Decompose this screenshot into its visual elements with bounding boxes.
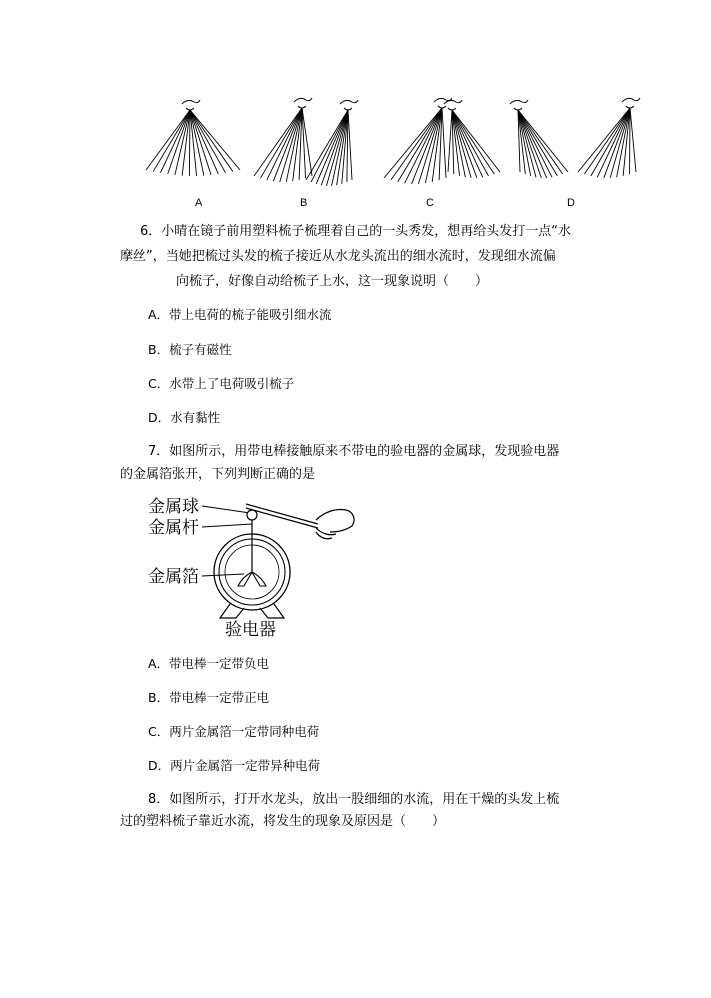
- q6-line-1: 6．小晴在镜子前用塑料梳子梳理着自己的一头秀发，想再给头发打一点“水: [140, 224, 572, 239]
- figure-label-c: C: [426, 197, 434, 209]
- electroscope-figure: [140, 490, 380, 640]
- q6-line-2: 摩丝”，当她把梳过头发的梳子接近从水龙头流出的细水流时，发现细水流偏: [120, 249, 556, 264]
- hair-strands-figure: [0, 0, 711, 200]
- q7-option-d: D．两片金属箔一定带异种电荷: [148, 758, 321, 773]
- q7-option-c: C．两片金属箔一定带同种电荷: [148, 724, 320, 739]
- hair-diagram-d: [510, 98, 640, 178]
- hand-icon: [316, 509, 354, 538]
- q6-option-b: B．梳子有磁性: [148, 342, 232, 357]
- q7-line-1: 7．如图所示，用带电棒接触原来不带电的验电器的金属球，发现验电器: [148, 444, 560, 459]
- label-metal-ball: 金属球: [148, 497, 199, 517]
- q6-option-c: C．水带上了电荷吸引梳子: [148, 376, 295, 391]
- figure-label-a: A: [195, 197, 203, 209]
- q6-option-a: A．带上电荷的梳子能吸引细水流: [148, 307, 332, 322]
- figure-label-d: D: [567, 197, 575, 209]
- electroscope-caption: 验电器: [225, 620, 276, 640]
- q8-line-2: 过的塑料梳子靠近水流，将发生的现象及原因是（ ）: [120, 814, 446, 829]
- q6-option-d: D．水有黏性: [148, 410, 221, 425]
- q8-line-1: 8．如图所示，打开水龙头，放出一股细细的水流，用在干燥的头发上梳: [148, 792, 560, 807]
- label-metal-foil: 金属箔: [148, 567, 199, 587]
- q7-line-2: 的金属箔张开，下列判断正确的是: [120, 467, 316, 482]
- hair-diagram-b: [254, 98, 358, 186]
- hair-diagram-c: [384, 98, 500, 184]
- q7-option-a: A．带电棒一定带负电: [148, 656, 270, 671]
- q7-option-b: B．带电棒一定带正电: [148, 690, 270, 705]
- metal-ball: [247, 510, 257, 520]
- electroscope-base: [220, 604, 284, 618]
- q6-line-3: 向梳子，好像自动给梳子上水，这一现象说明（ ）: [176, 274, 489, 289]
- hair-diagram-a: [146, 100, 240, 176]
- label-metal-rod: 金属杆: [148, 518, 199, 538]
- figure-label-b: B: [300, 197, 308, 209]
